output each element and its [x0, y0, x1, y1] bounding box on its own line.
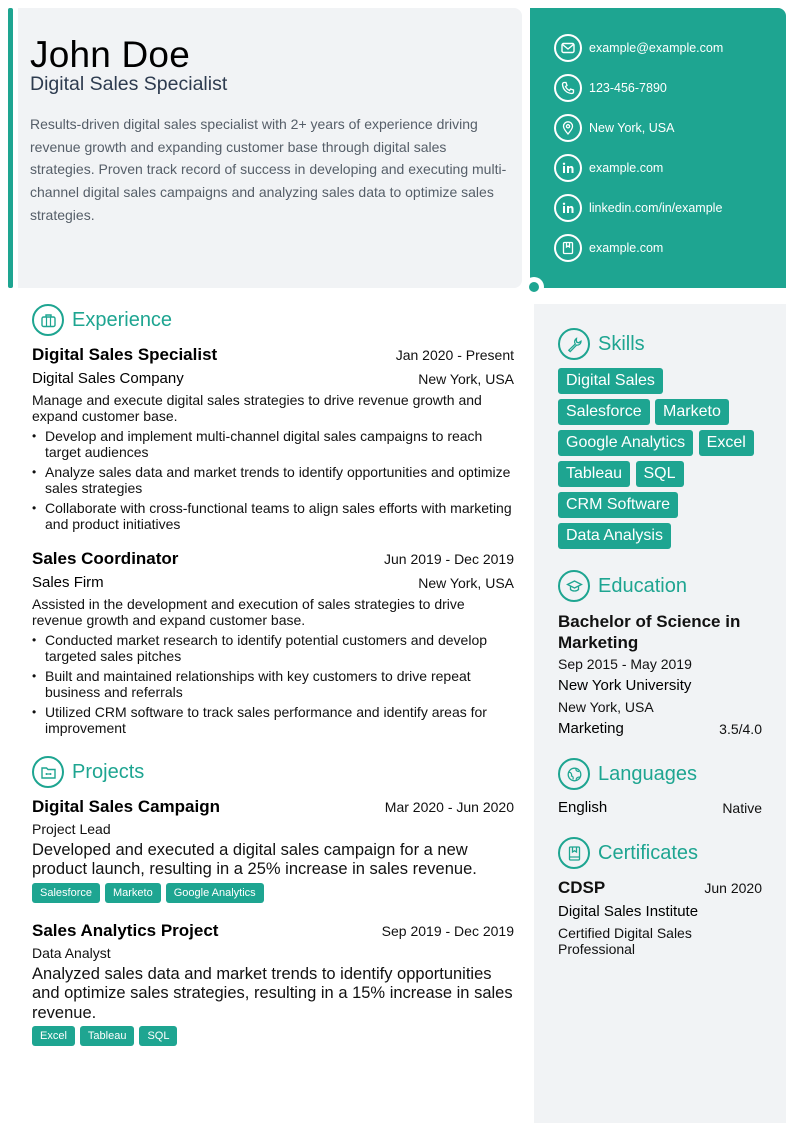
header-panel	[18, 8, 522, 288]
project-2-description: Analyzed sales data and market trends to identify opportunities and optimize sales strategies, resulting in a 15% increase in sales revenue.	[32, 965, 513, 1022]
skill-tag: Marketo	[655, 399, 729, 425]
tag: Google Analytics	[166, 883, 264, 903]
project-2-dates: Sep 2019 - Dec 2019	[381, 923, 514, 939]
linkedin-icon	[554, 194, 582, 222]
project-1-tags	[32, 883, 269, 903]
tag: SQL	[139, 1026, 177, 1046]
skill-row	[558, 368, 663, 394]
contact-phone-text: 123-456-7890	[589, 81, 667, 95]
header-accent-bar	[8, 8, 13, 288]
projects-title: Projects	[72, 760, 145, 783]
briefcase-icon	[32, 304, 64, 336]
bookmark-icon	[554, 234, 582, 262]
job-2-location: New York, USA	[418, 575, 514, 591]
list-item: • Conducted market research to identify potential customers and develop targeted sales pitches	[45, 632, 514, 664]
contact-email-text: example@example.com	[589, 41, 724, 55]
language-level: Native	[722, 800, 762, 816]
project-1-role: Project Lead	[32, 821, 111, 837]
skill-tag: SQL	[636, 461, 684, 487]
project-1-name: Digital Sales Campaign	[32, 797, 220, 816]
contact-location-text: New York, USA	[589, 121, 675, 135]
certificates-heading	[558, 837, 698, 869]
candidate-title: Digital Sales Specialist	[30, 73, 228, 95]
tag: Excel	[32, 1026, 75, 1046]
summary-text: Results-driven digital sales specialist with 2+ years of experience driving revenue growth and expanding customer base through digital sales strategies. Proven track record of success in developing and executing multi-channel digital sales campaigns and analyzing sales data to optimize sales strategies.	[30, 116, 507, 223]
education-field: Marketing	[558, 720, 624, 737]
job-1-summary: Manage and execute digital sales strategies to drive revenue growth and expand customer base.	[32, 392, 482, 424]
certificates-title: Certificates	[598, 841, 699, 864]
experience-title: Experience	[72, 308, 173, 331]
language-name: English	[558, 799, 608, 816]
certificate-name: CDSP	[558, 878, 606, 897]
skill-tag: Google Analytics	[558, 430, 693, 456]
job-1-company: Digital Sales Company	[32, 370, 184, 387]
globe-icon	[558, 758, 590, 790]
job-2-role: Sales Coordinator	[32, 549, 179, 568]
contact-phone[interactable]	[554, 74, 667, 102]
email-icon	[554, 34, 582, 62]
job-2-dates: Jun 2019 - Dec 2019	[384, 551, 514, 567]
skill-tag: CRM Software	[558, 492, 678, 518]
list-item: • Analyze sales data and market trends to identify opportunities and optimize sales strategies	[45, 464, 514, 496]
project-2-name: Sales Analytics Project	[32, 921, 219, 940]
graduation-cap-icon	[558, 570, 590, 602]
timeline-dot	[524, 277, 544, 297]
list-item: • Collaborate with cross-functional teams to align sales efforts with marketing and product initiatives	[45, 500, 514, 532]
skill-tag: Digital Sales	[558, 368, 663, 394]
education-heading	[558, 570, 687, 602]
certificate-description: Certified Digital Sales Professional	[558, 925, 692, 957]
education-gpa: 3.5/4.0	[719, 721, 762, 737]
skill-tag: Tableau	[558, 461, 630, 487]
project-1-description: Developed and executed a digital sales campaign for a new product launch, resulting in a 25% increase in sales revenue.	[32, 841, 477, 879]
skill-row	[558, 523, 671, 549]
job-2-company: Sales Firm	[32, 574, 104, 591]
project-2-tags	[32, 1026, 182, 1046]
wrench-icon	[558, 328, 590, 360]
experience-heading	[32, 304, 172, 336]
tag: Salesforce	[32, 883, 100, 903]
contact-linkedin[interactable]	[554, 194, 722, 222]
skills-title: Skills	[598, 332, 645, 355]
job-1-role: Digital Sales Specialist	[32, 345, 218, 364]
skills-heading	[558, 328, 645, 360]
job-1-dates: Jan 2020 - Present	[395, 347, 514, 363]
contact-email[interactable]	[554, 34, 723, 62]
project-2-role: Data Analyst	[32, 945, 111, 961]
list-item: • Develop and implement multi-channel digital sales campaigns to reach target audiences	[45, 428, 514, 460]
candidate-name: John Doe	[30, 34, 190, 75]
job-2-bullets	[32, 632, 514, 740]
contact-location	[554, 114, 674, 142]
linkedin-icon	[554, 154, 582, 182]
education-location: New York, USA	[558, 699, 654, 715]
list-item: • Utilized CRM software to track sales performance and identify areas for improvement	[45, 704, 514, 736]
education-dates: Sep 2015 - May 2019	[558, 656, 692, 672]
job-1-bullets	[32, 428, 514, 536]
certificate-icon	[558, 837, 590, 869]
folder-icon	[32, 756, 64, 788]
phone-icon	[554, 74, 582, 102]
skill-tag: Salesforce	[558, 399, 650, 425]
certificate-date: Jun 2020	[704, 880, 762, 896]
projects-heading	[32, 756, 144, 788]
education-school: New York University	[558, 677, 692, 694]
skill-row	[558, 461, 684, 487]
contact-portfolio[interactable]	[554, 234, 663, 262]
list-item: • Built and maintained relationships with key customers to drive repeat business and referrals	[45, 668, 514, 700]
skill-row	[558, 492, 678, 518]
skill-tag: Excel	[699, 430, 754, 456]
project-1-dates: Mar 2020 - Jun 2020	[384, 799, 514, 815]
contact-portfolio-text: example.com	[589, 241, 664, 255]
contact-website-text: example.com	[589, 161, 664, 175]
certificate-issuer: Digital Sales Institute	[558, 903, 699, 920]
contact-linkedin-text: linkedin.com/in/example	[589, 201, 723, 215]
contact-panel	[530, 8, 786, 288]
languages-heading	[558, 758, 697, 790]
skill-row	[558, 430, 754, 456]
tag: Marketo	[105, 883, 161, 903]
job-2-summary: Assisted in the development and execution of sales strategies to drive revenue growth and expand customer base.	[32, 596, 465, 628]
languages-title: Languages	[598, 762, 697, 785]
tag: Tableau	[80, 1026, 135, 1046]
contact-website[interactable]	[554, 154, 663, 182]
education-title: Education	[598, 574, 687, 597]
skill-tag: Data Analysis	[558, 523, 671, 549]
job-1-location: New York, USA	[418, 371, 514, 387]
skill-row	[558, 399, 729, 425]
education-degree: Bachelor of Science in Marketing	[558, 612, 741, 652]
location-icon	[554, 114, 582, 142]
